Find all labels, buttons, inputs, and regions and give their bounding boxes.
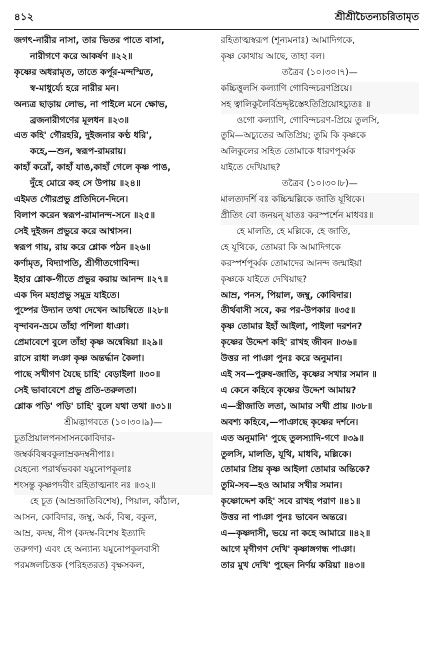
right-column-line: তুমি—অচ্যুতের অতিপ্রিয়; তুমি কি কৃষ্ণকে <box>220 131 366 142</box>
right-column-line: অলিকুলের সহিত তোমাকে ধারণপূর্ব্বক <box>220 147 356 158</box>
right-column-line: এত অনুমানি' পুছে তুলস্যাদি-গণে ॥৩৯॥ <box>220 433 364 444</box>
text-columns <box>14 34 419 659</box>
left-column-line: দুঁহে মোরে কহ সে উপায় ॥২৪॥ <box>30 179 141 190</box>
left-column-line: পুষ্পের উদ্যান তথা দেখেন আচম্বিতে ॥২৮॥ <box>14 306 169 317</box>
right-column-line: তার মুখ দেখি' পুছেন নির্ণয় করিয়া ॥৪৩॥ <box>220 560 365 571</box>
left-column <box>14 34 213 659</box>
right-column-line: আগে মৃগীগণ দেখি' কৃষ্ণাঙ্গগন্ধ পাঞা। <box>220 545 356 555</box>
right-column-line: কৃষ্ণোদ্দেশ কহি' সবে রাখহ পরাণ ॥৪১॥ <box>220 497 361 508</box>
left-column-line: কর্ণামৃত, বিদ্যাপতি, শ্রীগীতগোবিন্দ। <box>14 258 140 269</box>
right-column-line: তত্রৈব (১০।৩০।৮)— <box>281 179 358 190</box>
right-column-line: প্রীতিং বো জনয়ন্ যাতঃ করস্পর্শেন মাধবঃ॥ <box>221 209 420 225</box>
left-column-line: ইহার শ্লোক-গীতে প্রভুর করায় আনন্দ ॥২৭॥ <box>14 274 168 285</box>
left-column-line: প্রেমাবেশে বুলে তাঁহা কৃষ্ণ অন্বেষিয়া ॥২৯॥ <box>14 338 163 349</box>
left-column-line: বিলাপ করেন স্বরূপ-রামানন্দ-সনে ॥২৫॥ <box>14 210 155 221</box>
right-column-line: কৃষ্ণ কোথায় আছে, তাহা বল। <box>220 51 325 62</box>
left-column-line: এক দিন মহাপ্রভু সমুদ্র যাইতে। <box>14 290 120 301</box>
right-column-line: সহ ত্বালিকুলৈর্বিভ্রদ্দৃষ্টস্তেঽতিপ্রিয়োঽচ্যুতঃ ॥ <box>221 98 420 114</box>
left-column-line: ব্রজনারীগণের মূলধন ॥২৩॥ <box>30 115 129 126</box>
left-column-line: কৃষ্ণের অধরামৃত, তাতে কর্পূর-মন্দস্মিত, <box>14 67 154 78</box>
left-column-line: আম্র, কদম্ব, নীপ (কদম্ব-বিশেষ ইত্যাদি <box>14 529 146 540</box>
page-number: ৪১২ <box>14 12 34 23</box>
left-column-line: এইমত গৌরপ্রভু প্রতিদিনে-দিনে। <box>14 195 129 206</box>
right-column-line: উত্তর না পাঞা পুনঃ ভাবেন অন্তরে। <box>220 513 347 524</box>
right-column-line: কৃষ্ণের উদ্দেশ কহি' রাখহ জীবন ॥৩৬॥ <box>220 338 357 349</box>
right-column-line: কচ্চিত্তুলসি কল্যাণি গোবিন্দচরণপ্রিয়ে। <box>221 82 420 98</box>
left-column-line: পরমঙ্গলচিত্তক (পরিহতরত) বৃক্ষসকল, <box>14 560 145 571</box>
right-column-line: হে যূথিকে, তোমরা কি আমাদিগকে <box>220 242 341 253</box>
right-column-line: তত্রৈব (১০।৩০।৭)— <box>281 67 358 78</box>
right-column-line: এ কেনে কহিবে কৃষ্ণের উদ্দেশ আমায়? <box>220 385 357 396</box>
right-column-line: এ—স্ত্রীজাতি লতা, আমার সখী প্রায় ॥৩৮॥ <box>220 401 373 412</box>
right-column-line: কৃষ্ণকে যাইতে দেখিয়াছ? <box>220 274 307 285</box>
left-column-line: রাসে রাধা লঞা কৃষ্ণ অন্তর্দ্ধান কৈলা। <box>14 354 145 365</box>
right-column-line: অবশ্য কহিবে,—পাঞাছে কৃষ্ণের দর্শনে। <box>220 417 359 428</box>
left-column-line: নারীগণে করে আকর্ষণ ॥২২॥ <box>30 51 133 62</box>
left-column-line: সেই দুইজন প্রভুরে করে আশ্বাসন। <box>14 226 132 237</box>
left-column-line: স্ব-মাধুর্য্যে হরে নারীর মন। <box>30 83 119 94</box>
left-column-line: পাছে সখীগণ যৈছে চাহি' বেড়াইলা ॥৩০॥ <box>14 370 161 381</box>
right-column-line: তোমার প্রিয় কৃষ্ণ আইলা তোমার অন্তিকে? <box>220 465 371 476</box>
left-column-line: এত কহি' গৌরহরি, দুইজনার কণ্ঠ ধরি', <box>14 131 153 142</box>
left-column-line: চূতপ্রিয়ালপনসাসনকোবিদার- <box>14 432 213 448</box>
right-column-line: হে মালতি, হে মল্লিকে, হে জাতি, <box>236 226 351 237</box>
left-column-line: জগৎ-নারীর নাসা, তার ভিতর পাতে বাসা, <box>14 36 165 46</box>
left-column-line: অন্যত্র ছাড়ায় লোভ, না পাইলে মনে ক্ষোভ, <box>14 99 168 110</box>
left-column-line: আসন, কোবিদার, জম্বু, অর্ক, বিল্ব, বকুল, <box>14 513 157 524</box>
left-column-line: কাহাঁ করোঁ, কাহাঁ যাঙ,কাহাঁ গেলে কৃষ্ণ পাঙ, <box>14 163 171 174</box>
page-header <box>14 10 419 30</box>
right-column-line: তুলসি, মালতি, যূথি, মাধবি, মল্লিকে। <box>220 449 352 460</box>
right-column-line: মালত্যদর্শি বঃ কচ্চিন্মল্লিকে জাতি যূথিকে। <box>221 193 420 209</box>
right-column-line: এ—কৃষ্ণদাসী, ভয়ে না কহে আমারে ॥৪২॥ <box>220 529 371 540</box>
right-column-line: ওগো কল্যাণি, গোবিন্দচরণ-প্রিয়ে তুলসি, <box>236 115 380 126</box>
left-column-line: বৃন্দাবন-ভ্রমে তাঁহা পশিলা ধাঞা। <box>14 322 129 333</box>
right-column-line: তুমি-সব—হও আমার সখীর সমান। <box>220 481 343 492</box>
right-column-line: উত্তর না পাঞা পুনঃ করে অনুমান। <box>220 354 343 365</box>
right-column-line: করস্পর্শপূর্ব্বক তোমাদের আনন্দ জন্মাইয়া <box>220 258 362 269</box>
right-column-line: তীর্থবাসী সবে, কর পর-উপকার ॥৩৫॥ <box>220 306 356 317</box>
right-column-line: এই সব—পুরুষ-জাতি, কৃষ্ণের সখার সমান ॥ <box>220 370 377 381</box>
left-column-line: শ্রীমদ্ভাগবতে (১০।৩০।৯)— <box>64 417 163 428</box>
left-column-line: শ্লোক পড়ি' পড়ি' চাহি' বুলে যথা তথা ॥৩১॥ <box>14 401 172 412</box>
running-title: শ্রীশ্রীচৈতন্যচরিতামৃত <box>335 12 419 23</box>
left-column-line: হে চূত (আম্রজাতিবিশেষ), পিয়াল, কাঁঠাল, <box>30 497 180 508</box>
left-column-line: যেহন্যে পরার্থভবকা যমুনোপকূলাঃ <box>14 463 213 479</box>
right-column-line: রহিতাত্মস্বরূপ (শূন্যমনাঃ) আমাদিগকে, <box>220 36 355 46</box>
left-column-line: জম্বর্কবিল্ববকুলাম্রকদম্বনীপাঃ। <box>14 448 213 464</box>
left-column-line: কহে,—শুন, স্বরূপ-রামরায়। <box>30 147 126 158</box>
right-column <box>221 34 420 659</box>
right-column-line: যাইতে দেখিয়াছ? <box>220 163 281 174</box>
left-column-line: সেই ভাবাবেশে প্রভু প্রতি-তরুলতা। <box>14 385 137 396</box>
right-column-line: আম্র, পনস, পিয়াল, জম্বু, কোবিদার। <box>220 290 352 301</box>
right-column-line: কৃষ্ণ তোমার ইহাঁ আইলা, পাইলা দরশন? <box>220 322 363 333</box>
left-column-line: শংসন্তু কৃষ্ণপদবীং রহিতাত্মনাং নঃ ॥৩২॥ <box>14 479 213 495</box>
left-column-line: তরুগণ) এবং হে অন্যান্য যমুনোপকূলবাসী <box>14 545 160 555</box>
left-column-line: স্বরূপ গায়, রায় করে শ্লোক পঠন ॥২৬॥ <box>14 242 151 253</box>
